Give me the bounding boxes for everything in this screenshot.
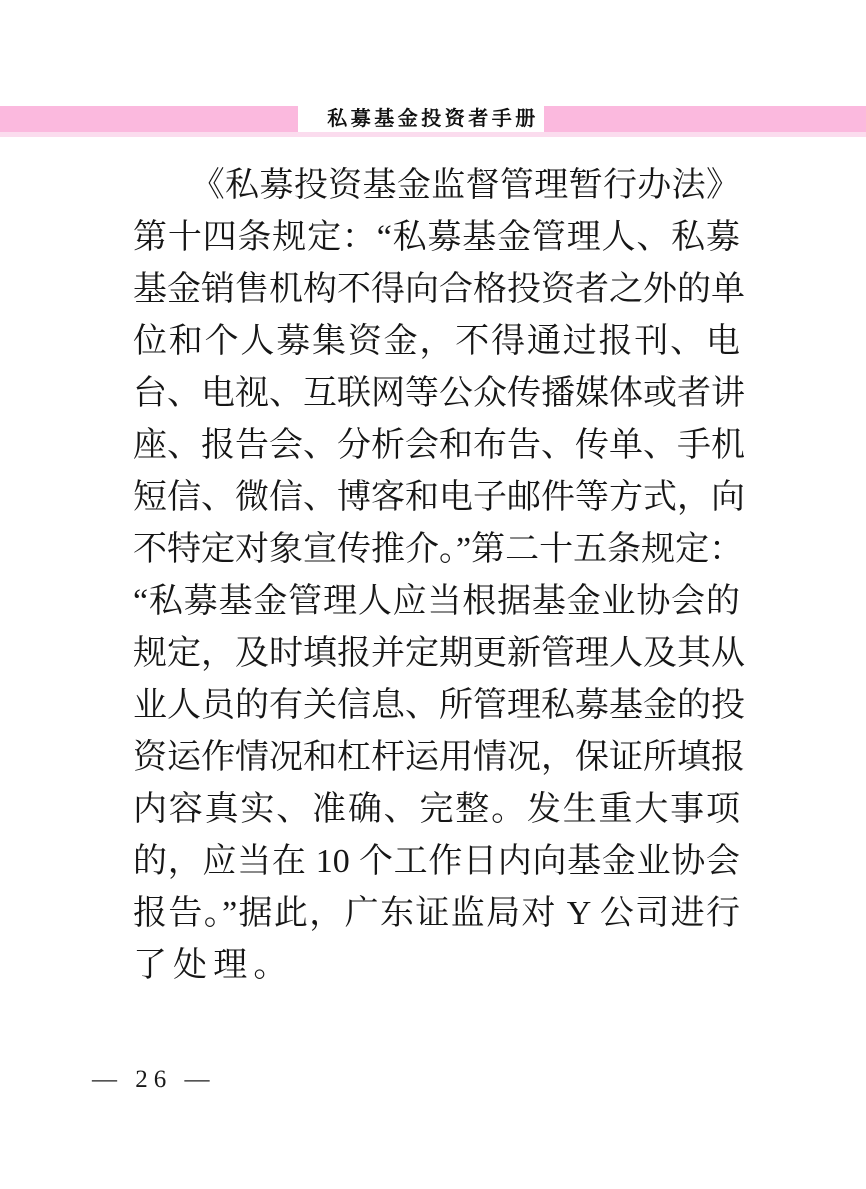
body-line: 基金销售机构不得向合格投资者之外的单 bbox=[133, 271, 745, 308]
body-line: 内容真实、准确、完整。发生重大事项 bbox=[133, 791, 740, 828]
body-text bbox=[133, 160, 745, 992]
body-line: 短信、微信、博客和电子邮件等方式，向 bbox=[133, 479, 745, 516]
page-number: — 26 — bbox=[92, 1066, 216, 1093]
body-line: 不特定对象宣传推介。”第二十五条规定： bbox=[133, 531, 744, 568]
body-line: 第十四条规定：“私募基金管理人、私募 bbox=[133, 219, 740, 256]
body-line: 《私募投资基金监督管理暂行办法》 bbox=[190, 167, 740, 204]
body-line: 位和个人募集资金，不得通过报刊、电 bbox=[133, 323, 740, 360]
body-line: 的，应当在 10 个工作日内向基金业协会 bbox=[133, 843, 740, 880]
body-line: 资运作情况和杠杆运用情况，保证所填报 bbox=[133, 739, 745, 776]
body-line: 台、电视、互联网等公众传播媒体或者讲 bbox=[133, 375, 745, 412]
body-line: 规定，及时填报并定期更新管理人及其从 bbox=[133, 635, 745, 672]
body-line: “私募基金管理人应当根据基金业协会的 bbox=[133, 583, 740, 620]
body-line: 业人员的有关信息、所管理私募基金的投 bbox=[133, 687, 745, 724]
body-line: 报告。”据此，广东证监局对 Y 公司进行 bbox=[133, 895, 740, 932]
body-line: 了处理。 bbox=[133, 947, 294, 984]
body-line: 座、报告会、分析会和布告、传单、手机 bbox=[133, 427, 745, 464]
running-head-title: 私募基金投资者手册 bbox=[327, 108, 539, 130]
